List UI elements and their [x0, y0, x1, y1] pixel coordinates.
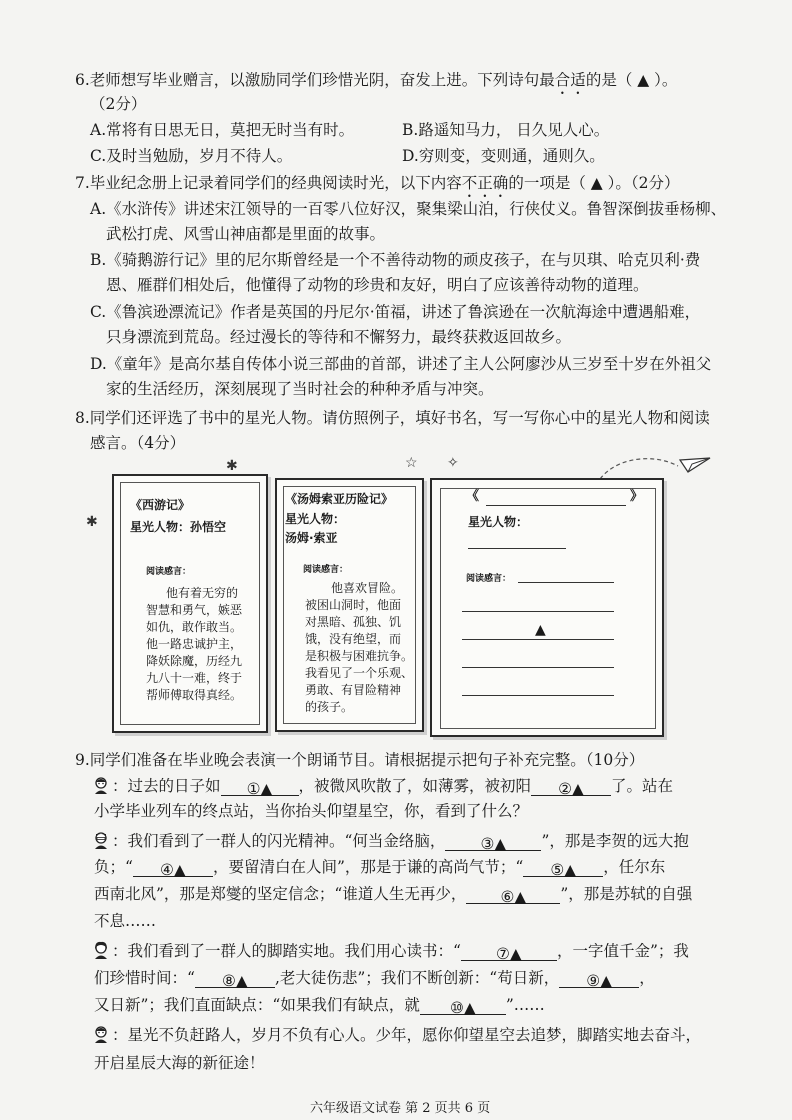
book3-character-blank[interactable]: [468, 547, 566, 549]
blank-10[interactable]: ⑩▲: [420, 998, 506, 1015]
book1-line: 九八十一难，终于: [146, 671, 243, 685]
q7-option-a: A.《水浒传》讲述宋江领导的一百零八位好汉，聚集梁山泊，行侠仗义。鲁智深倒拔垂杨柳、: [90, 200, 727, 218]
blank-4[interactable]: ④▲: [133, 860, 213, 877]
q9-para-3-line-2: 们珍惜时间：“ ⑧▲ ,老大徒伤悲”；我们不断创新：“苟日新， ⑨▲ ，: [94, 969, 655, 990]
q7-option-b-cont: 恩、雁群们相处后，他懂得了动物的珍贵和友好，明白了应该善待动物的道理。: [106, 276, 649, 294]
q7-stem: 7.毕业纪念册上记录着同学们的经典阅读时光，以下内容不正确的一项是（ ▲ ）。（2分）: [75, 174, 680, 192]
q7-option-b: B.《骑鹅游行记》里的尼尔斯曾经是一个不善待动物的顽皮孩子，在与贝琪、哈克贝利·费: [90, 251, 701, 269]
book2-label: 阅读感言：: [303, 565, 349, 575]
q7-option-d-cont: 家的生活经历，深刻展现了当时社会的种种矛盾与冲突。: [106, 380, 494, 398]
book2-line: 对黑暗、孤独、饥: [305, 615, 402, 629]
q9-para-2-line-4: 不息……: [94, 912, 157, 930]
book1-character: 星光人物：孙悟空: [130, 520, 227, 534]
blank-6[interactable]: ⑥▲: [466, 887, 560, 904]
book1-label: 阅读感言：: [146, 567, 192, 577]
blank-2[interactable]: ②▲: [531, 779, 611, 796]
sparkle-icon: ✧: [447, 455, 459, 471]
book2-line: 的孩子。: [305, 700, 354, 714]
book1-line: 帮师傅取得真经。: [146, 688, 243, 702]
book2-line: 我看见了一个乐观、: [305, 666, 414, 680]
book-card-answer: [430, 478, 664, 737]
book3-label: 阅读感言：: [466, 574, 512, 584]
q7-option-d: D.《童年》是高尔基自传体小说三部曲的首部，讲述了主人公阿廖沙从三岁至十岁在外祖父: [90, 355, 712, 373]
book2-line: 是积极与困难抗争。: [305, 649, 414, 663]
student-avatar-icon: [92, 1025, 110, 1043]
q6-option-b: B.路遥知马力， 日久见人心。: [402, 121, 610, 139]
book3-answer-line[interactable]: [462, 694, 614, 696]
blank-9[interactable]: ⑨▲: [559, 971, 639, 988]
q9-para-4: ：星光不负赶路人，岁月不负有心人。少年，愿你仰望星空去追梦，脚踏实地去奋斗，: [92, 1025, 701, 1045]
q9-para-2-line-3: 西南北风”，那是郑燮的坚定信念；“谁道人生无再少， ⑥▲ ”，那是苏轼的自强: [94, 885, 693, 906]
book1-line: 他一路忠诚护主，: [146, 637, 243, 651]
q6-option-c: C.及时当勉励，岁月不待人。: [90, 147, 293, 165]
q7-option-c-cont: 只身漂流到荒岛。经过漫长的等待和不懈努力，最终获救返回故乡。: [106, 328, 572, 346]
blank-1[interactable]: ①▲: [221, 779, 299, 796]
q9-para-2: ：我们看到了一群人的闪光精神。“何当金络脑， ③▲ ”，那是李贺的远大抱: [92, 831, 689, 851]
q7-option-c: C.《鲁滨逊漂流记》作者是英国的丹尼尔·笛福，讲述了鲁滨逊在一次航海途中遭遇船难，: [90, 303, 701, 321]
q7-option-a-cont: 武松打虎、风雪山神庙都是里面的故事。: [106, 225, 386, 243]
book2-line: 勇敢、有冒险精神: [305, 683, 402, 697]
student-avatar-icon: [92, 776, 110, 794]
book3-title-blank[interactable]: [486, 504, 626, 506]
student-avatar-icon: [92, 941, 110, 959]
student-avatar-icon: [92, 831, 110, 849]
book1-line: 他有着无穷的: [166, 586, 239, 600]
book2-character: 汤姆·索亚: [285, 531, 338, 545]
q9-para-2-line-2: 负；“ ④▲ ，要留清白在人间”，那是于谦的高尚气节；“ ⑤▲ ，任尔东: [94, 858, 666, 879]
book2-line: 被困山洞时，他面: [305, 598, 402, 612]
book2-character-label: 星光人物：: [285, 512, 346, 526]
blank-7[interactable]: ⑦▲: [461, 944, 557, 961]
q8-stem-cont: 感言。（4分）: [90, 434, 186, 452]
answer-marker: ▲: [535, 622, 546, 638]
book3-answer-line[interactable]: [462, 666, 614, 668]
q6-stem: 6.老师想写毕业赠言，以激励同学们珍惜光阴，奋发上进。下列诗句最合适的是（ ▲ ）。: [75, 71, 678, 89]
book1-line: 降妖除魔，历经九: [146, 654, 243, 668]
blank-8[interactable]: ⑧▲: [195, 971, 275, 988]
q9-para-1: ：过去的日子如 ①▲ ，被微风吹散了，如薄雾，被初阳 ②▲ 了。站在: [92, 776, 673, 796]
q6-score: （2分）: [90, 95, 147, 113]
book1-line: 智慧和勇气，嫉恶: [146, 603, 243, 617]
q6-option-d: D.穷则变，变则通，通则久。: [402, 147, 605, 165]
book3-title-open: 《: [466, 489, 480, 504]
page-footer: 六年级语文试卷 第 2 页共 6 页: [310, 1101, 491, 1116]
book1-line: 如仇，敢作敢当。: [146, 620, 243, 634]
q9-stem: 9.同学们准备在毕业晚会表演一个朗诵节目。请根据提示把句子补充完整。（10分）: [75, 751, 645, 769]
star-outline-icon: ☆: [405, 455, 418, 471]
q9-para-4-cont: 开启星辰大海的新征途！: [94, 1054, 265, 1072]
q8-stem: 8.同学们还评选了书中的星光人物。请仿照例子，填好书名，写一写你心中的星光人物和阅读: [75, 409, 710, 427]
q9-para-3: ：我们看到了一群人的脚踏实地。我们用心读书：“ ⑦▲ ，一字值千金”；我: [92, 941, 689, 961]
book3-character-label: 星光人物：: [468, 515, 529, 529]
book3-answer-line[interactable]: [462, 610, 614, 612]
blank-3[interactable]: ③▲: [445, 834, 541, 851]
book3-title-close: 》: [630, 489, 644, 504]
book2-title: 《汤姆索亚历险记》: [285, 492, 394, 506]
q6-option-a: A.常将有日思无日，莫把无时当有时。: [90, 121, 355, 139]
book1-title: 《西游记》: [130, 498, 191, 512]
star-icon: ✱: [226, 458, 238, 474]
blank-5[interactable]: ⑤▲: [523, 860, 603, 877]
book2-line: 饿，没有绝望，而: [305, 632, 402, 646]
book2-line: 他喜欢冒险。: [331, 581, 404, 595]
star-icon: ✱: [86, 514, 98, 530]
q9-para-3-line-3: 又日新”；我们直面缺点：“如果我们有缺点，就 ⑩▲ ”……: [94, 996, 545, 1017]
q9-para-1-cont: 小学毕业列车的终点站，当你抬头仰望星空，你，看到了什么？: [94, 802, 529, 820]
book3-answer-line[interactable]: [518, 581, 614, 583]
